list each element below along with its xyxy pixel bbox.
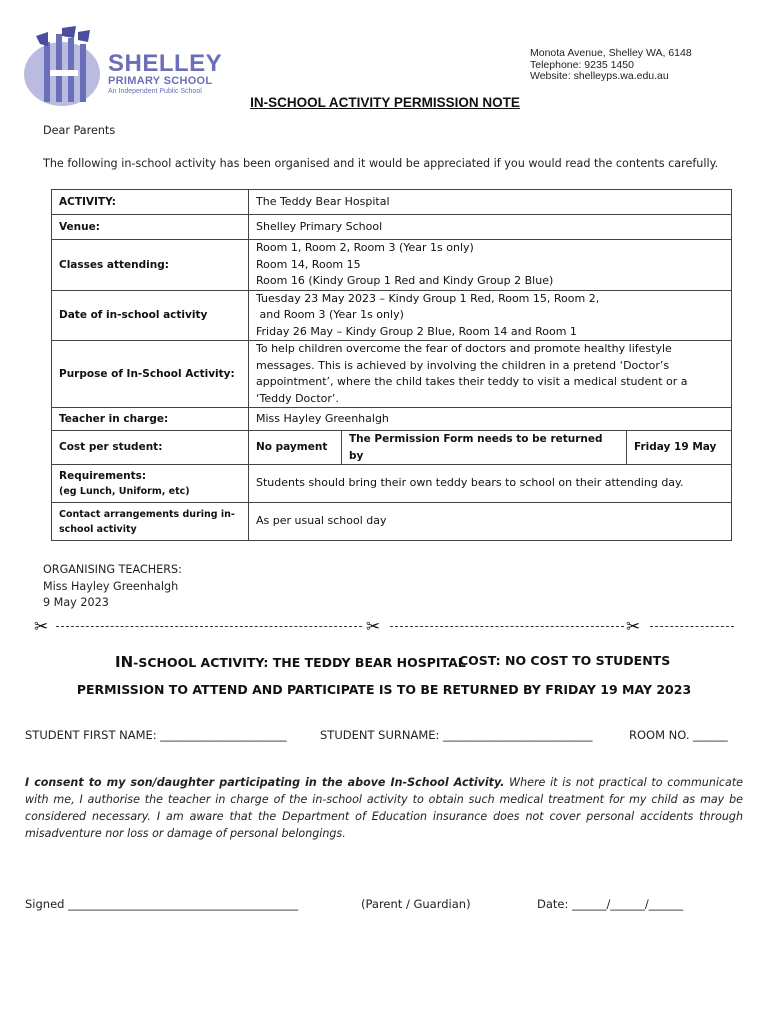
- organiser-date: 9 May 2023: [43, 596, 109, 609]
- activity-details-table: [51, 189, 732, 541]
- organisers-heading: ORGANISING TEACHERS:: [43, 563, 182, 576]
- consent-body: Where it is not practical to communicate with me, I authorise the teacher in charge of the in-school activity to obtain such medical treatment for my child as may be considered necessary. I am aware that the Department of Education insurance does not cover personal accidents through misadventure nor loss or damage of personal belongings.: [25, 776, 744, 840]
- activity-value: The Teddy Bear Hospital: [249, 190, 732, 215]
- contact-label-line: school activity: [59, 523, 137, 535]
- purpose-line: appointment’, where the child takes their teddy to visit a medical student or a: [256, 375, 688, 388]
- slip-cost: COST: NO COST TO STUDENTS: [459, 653, 671, 668]
- signature-role: (Parent / Guardian): [361, 897, 471, 911]
- greeting: Dear Parents: [43, 124, 116, 137]
- organisers-block: [43, 562, 182, 612]
- purpose-label: Purpose of In-School Activity:: [52, 341, 249, 408]
- dashed-divider: [390, 626, 624, 627]
- classes-label: Classes attending:: [52, 240, 249, 291]
- logo-school-name: SHELLEY: [108, 50, 223, 77]
- teacher-value: Miss Hayley Greenhalgh: [249, 408, 732, 431]
- school-website: Website: shelleyps.wa.edu.au: [530, 70, 669, 82]
- venue-value: Shelley Primary School: [249, 215, 732, 240]
- table-row: [52, 431, 732, 465]
- student-first-name-field[interactable]: STUDENT FIRST NAME: ______________________: [25, 728, 287, 742]
- page-title: IN-SCHOOL ACTIVITY PERMISSION NOTE: [250, 95, 520, 110]
- classes-value: [249, 240, 732, 291]
- table-row: [52, 215, 732, 240]
- date-field[interactable]: Date: ______/______/______: [537, 897, 684, 911]
- purpose-line: messages. This is achieved by involving the children in a pretend ‘Doctor’s: [256, 358, 670, 372]
- scissors-icon: ✂: [366, 617, 381, 636]
- return-date: Friday 19 May: [627, 431, 732, 465]
- requirements-label: [52, 465, 249, 503]
- organiser-name: Miss Hayley Greenhalgh: [43, 579, 179, 593]
- signature-field[interactable]: Signed ________________________________________: [25, 897, 299, 911]
- requirements-heading: Requirements:: [59, 469, 147, 482]
- purpose-value: [249, 341, 732, 408]
- intro-text: The following in-school activity has been organised and it would be appreciated if you would read the contents carefully.: [43, 157, 719, 170]
- table-row: [52, 408, 732, 431]
- classes-line: Room 1, Room 2, Room 3 (Year 1s only): [256, 241, 474, 254]
- contact-value: As per usual school day: [249, 503, 732, 541]
- contact-label: [52, 503, 249, 541]
- date-value: [249, 290, 732, 341]
- school-telephone: Telephone: 9235 1450: [530, 58, 634, 71]
- table-row: [52, 240, 732, 291]
- requirements-value: Students should bring their own teddy bears to school on their attending day.: [249, 465, 732, 503]
- dashed-divider: [56, 626, 362, 627]
- date-line: Friday 26 May – Kindy Group 2 Blue, Room 14 and Room 1: [256, 324, 577, 338]
- return-label: The Permission Form needs to be returned by: [342, 431, 627, 465]
- date-label: Date of in-school activity: [52, 290, 249, 341]
- slip-activity-text: -SCHOOL ACTIVITY: THE TEDDY BEAR HOSPITAL: [133, 655, 466, 670]
- activity-label: ACTIVITY:: [52, 190, 249, 215]
- table-row: [52, 290, 732, 341]
- school-contact: [530, 48, 692, 83]
- consent-statement: [25, 774, 743, 842]
- dashed-divider: [650, 626, 734, 627]
- scissors-icon: ✂: [626, 617, 641, 636]
- slip-activity: [115, 653, 466, 671]
- table-row: [52, 341, 732, 408]
- purpose-line: ‘Teddy Doctor’.: [256, 391, 339, 405]
- table-row: [52, 503, 732, 541]
- room-number-field[interactable]: ROOM NO. ______: [629, 728, 728, 742]
- cost-label: Cost per student:: [52, 431, 249, 465]
- logo-tagline: An Independent Public School: [108, 88, 202, 95]
- student-surname-field[interactable]: STUDENT SURNAME: __________________________: [320, 728, 593, 742]
- teacher-label: Teacher in charge:: [52, 408, 249, 431]
- cut-line: [34, 617, 734, 635]
- table-row: [52, 465, 732, 503]
- cost-value: No payment: [249, 431, 342, 465]
- date-line: Tuesday 23 May 2023 – Kindy Group 1 Red, Room 15, Room 2,: [256, 291, 600, 305]
- contact-label-line: Contact arrangements during in-: [59, 508, 235, 520]
- scissors-icon: ✂: [34, 617, 49, 636]
- venue-label: Venue:: [52, 215, 249, 240]
- slip-activity-prefix: IN: [115, 653, 134, 671]
- table-row: [52, 190, 732, 215]
- date-line: and Room 3 (Year 1s only): [256, 308, 404, 321]
- classes-line: Room 16 (Kindy Group 1 Red and Kindy Group 2 Blue): [256, 274, 554, 287]
- classes-line: Room 14, Room 15: [256, 257, 361, 271]
- slip-return-note: PERMISSION TO ATTEND AND PARTICIPATE IS TO BE RETURNED BY FRIDAY 19 MAY 2023: [76, 682, 692, 697]
- consent-bold: I consent to my son/daughter participating in the above In-School Activity.: [25, 776, 505, 789]
- school-address: Monota Avenue, Shelley WA, 6148: [530, 47, 692, 59]
- purpose-line: To help children overcome the fear of doctors and promote healthy lifestyle: [256, 342, 672, 355]
- requirements-sub: (eg Lunch, Uniform, etc): [59, 486, 190, 498]
- logo-subtitle: PRIMARY SCHOOL: [108, 75, 213, 87]
